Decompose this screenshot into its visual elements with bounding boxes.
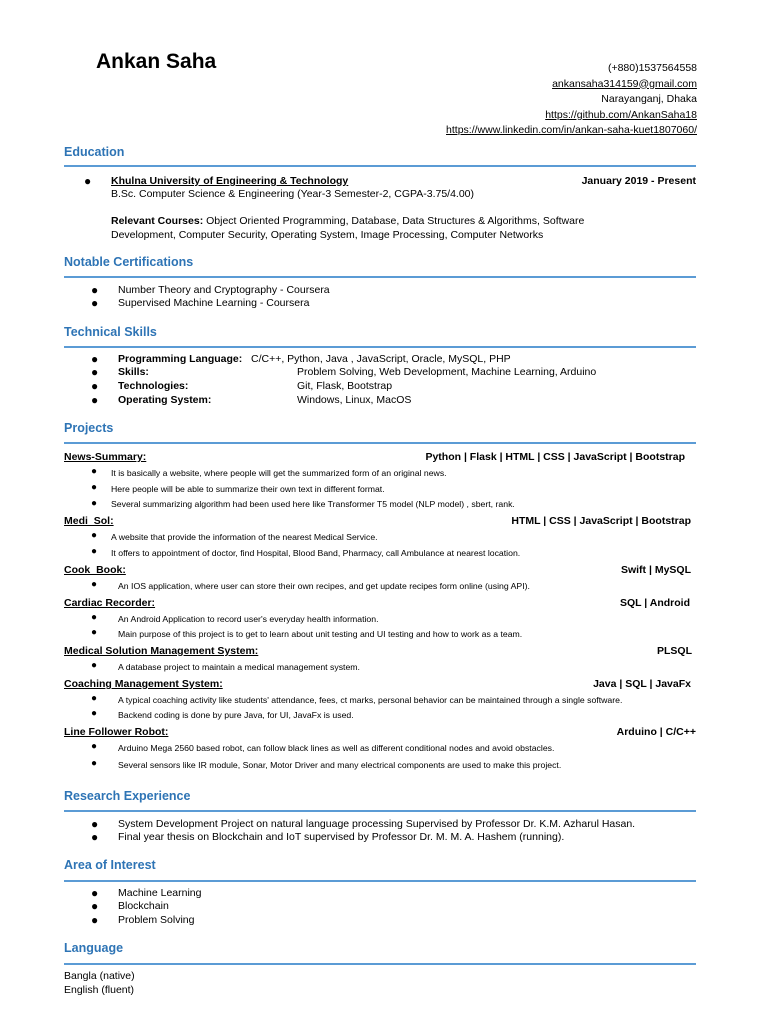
bullet-icon: ●	[91, 482, 98, 493]
bullet-icon: ●	[91, 498, 98, 509]
bullet-icon: ●	[91, 530, 98, 541]
candidate-name: Ankan Saha	[96, 50, 217, 73]
bullet-icon: ●	[91, 708, 98, 719]
section-divider	[64, 810, 696, 812]
bullet-icon: ●	[91, 612, 98, 623]
project-name: News-Summary:	[64, 451, 147, 463]
bullet-icon: ●	[84, 174, 92, 188]
skill-value: C/C++, Python, Java , JavaScript, Oracle, MySQL, PHP	[251, 353, 511, 365]
section-divider	[64, 880, 696, 882]
email-link[interactable]: ankansaha314159@gmail.com	[552, 77, 697, 90]
bullet-icon: ●	[91, 466, 98, 477]
bullet-icon: ●	[91, 817, 99, 831]
bullet-icon: ●	[91, 352, 99, 366]
location-text: Narayanganj, Dhaka	[601, 93, 697, 105]
list-item: Problem Solving	[118, 914, 195, 926]
project-name: Line Follower Robot:	[64, 726, 169, 738]
bullet-icon: ●	[91, 393, 99, 407]
skill-value: Problem Solving, Web Development, Machine Learning, Arduino	[297, 366, 597, 378]
project-name: Coaching Management System:	[64, 678, 223, 690]
phone-number: (+880)1537564558	[607, 62, 697, 74]
bullet-icon: ●	[91, 899, 99, 913]
section-title-education: Education	[64, 145, 125, 159]
section-divider	[64, 963, 696, 965]
bullet-icon: ●	[91, 283, 99, 297]
contact-block	[446, 61, 697, 139]
project-tech: Swift | MySQL	[620, 564, 691, 576]
linkedin-link[interactable]: https://www.linkedin.com/in/ankan-saha-kuet1807060/	[446, 124, 697, 136]
section-divider	[64, 346, 696, 348]
section-title-interest: Area of Interest	[64, 858, 156, 872]
section-title-language: Language	[64, 941, 124, 955]
section-divider	[64, 442, 696, 444]
list-item: Supervised Machine Learning - Coursera	[118, 297, 310, 309]
project-point: A database project to maintain a medical management system.	[118, 662, 360, 672]
bullet-icon: ●	[91, 913, 99, 927]
relevant-courses	[111, 214, 696, 242]
bullet-icon: ●	[91, 296, 99, 310]
courses-line-2: Development, Computer Security, Operating System, Image Processing, Computer Networks	[111, 229, 544, 241]
project-point: An Android Application to record user's everyday health information.	[118, 614, 379, 624]
bullet-icon: ●	[91, 546, 98, 557]
bullet-icon: ●	[91, 379, 99, 393]
section-title-certifications: Notable Certifications	[64, 255, 194, 269]
bullet-icon: ●	[91, 886, 99, 900]
list-item: Blockchain	[118, 900, 169, 912]
section-title-skills: Technical Skills	[64, 325, 157, 339]
github-link[interactable]: https://github.com/AnkanSaha18	[545, 108, 697, 121]
list-item: System Development Project on natural language processing Supervised by Professor Dr. K.M. Azharul Hasan.	[118, 818, 636, 830]
project-point: Backend coding is done by pure Java, for UI, JavaFx is used.	[118, 710, 354, 720]
project-point: Several summarizing algorithm had been used here like Transformer T5 model (NLP model) , sbert, rank.	[111, 499, 515, 509]
project-tech: Arduino | C/C++	[616, 726, 696, 738]
skill-value: Windows, Linux, MacOS	[297, 394, 412, 406]
bullet-icon: ●	[91, 579, 98, 590]
bullet-icon: ●	[91, 758, 98, 769]
section-divider	[64, 276, 696, 278]
project-point: It offers to appointment of doctor, find Hospital, Blood Band, Pharmacy, call Ambulance at nearest location.	[111, 548, 521, 558]
list-item: Number Theory and Cryptography - Coursera	[118, 284, 330, 296]
bullet-icon: ●	[91, 693, 98, 704]
courses-line-1: Object Oriented Programming, Database, Data Structures & Algorithms, Software	[203, 215, 585, 227]
project-tech: Python | Flask | HTML | CSS | JavaScript | Bootstrap	[425, 451, 685, 463]
bullet-icon: ●	[91, 741, 98, 752]
skill-label: Programming Language:	[118, 353, 243, 365]
list-item: Machine Learning	[118, 887, 202, 899]
project-tech: HTML | CSS | JavaScript | Bootstrap	[511, 515, 691, 527]
project-tech: Java | SQL | JavaFx	[593, 678, 691, 690]
section-title-research: Research Experience	[64, 789, 191, 803]
project-name: Medi_Sol:	[64, 515, 114, 527]
project-name: Cook_Book:	[64, 564, 126, 576]
courses-label: Relevant Courses:	[111, 215, 204, 227]
skill-value: Git, Flask, Bootstrap	[297, 380, 393, 392]
project-point: It is basically a website, where people will get the summarized form of an original news.	[111, 468, 447, 478]
bullet-icon: ●	[91, 365, 99, 379]
skill-label: Technologies:	[118, 380, 189, 392]
project-point: Several sensors like IR module, Sonar, Motor Driver and many electrical components are used to make this project.	[118, 760, 562, 770]
project-tech: SQL | Android	[619, 597, 690, 609]
section-divider	[64, 165, 696, 167]
skill-label: Operating System:	[118, 394, 212, 406]
project-name: Medical Solution Management System:	[64, 645, 259, 657]
project-point: An IOS application, where user can store their own recipes, and get update recipes form online (using API).	[118, 581, 530, 591]
university-name: Khulna University of Engineering & Technology	[111, 175, 349, 187]
project-point: A website that provide the information of the nearest Medical Service.	[111, 532, 378, 542]
degree-text: B.Sc. Computer Science & Engineering (Year-3 Semester-2, CGPA-3.75/4.00)	[111, 188, 475, 200]
project-tech: PLSQL	[656, 645, 692, 657]
project-point: A typical coaching activity like students' attendance, fees, ct marks, personal behavior can be maintained through a single software.	[118, 695, 623, 705]
project-point: Here people will be able to summarize their own text in different format.	[111, 484, 385, 494]
project-point: Main purpose of this project is to get to learn about unit testing and UI testing and how to work as a team.	[118, 629, 523, 639]
bullet-icon: ●	[91, 627, 98, 638]
project-name: Cardiac Recorder:	[64, 597, 156, 609]
section-title-projects: Projects	[64, 421, 114, 435]
bullet-icon: ●	[91, 660, 98, 671]
list-item: Bangla (native)	[64, 970, 135, 982]
education-dates: January 2019 - Present	[581, 175, 696, 187]
skill-label: Skills:	[118, 366, 149, 378]
list-item: Final year thesis on Blockchain and IoT supervised by Professor Dr. M. M. A. Hashem (running).	[118, 831, 565, 843]
project-point: Arduino Mega 2560 based robot, can follow black lines as well as different conditional nodes and avoid obstacles.	[118, 743, 555, 753]
list-item: English (fluent)	[64, 984, 135, 996]
bullet-icon: ●	[91, 830, 99, 844]
